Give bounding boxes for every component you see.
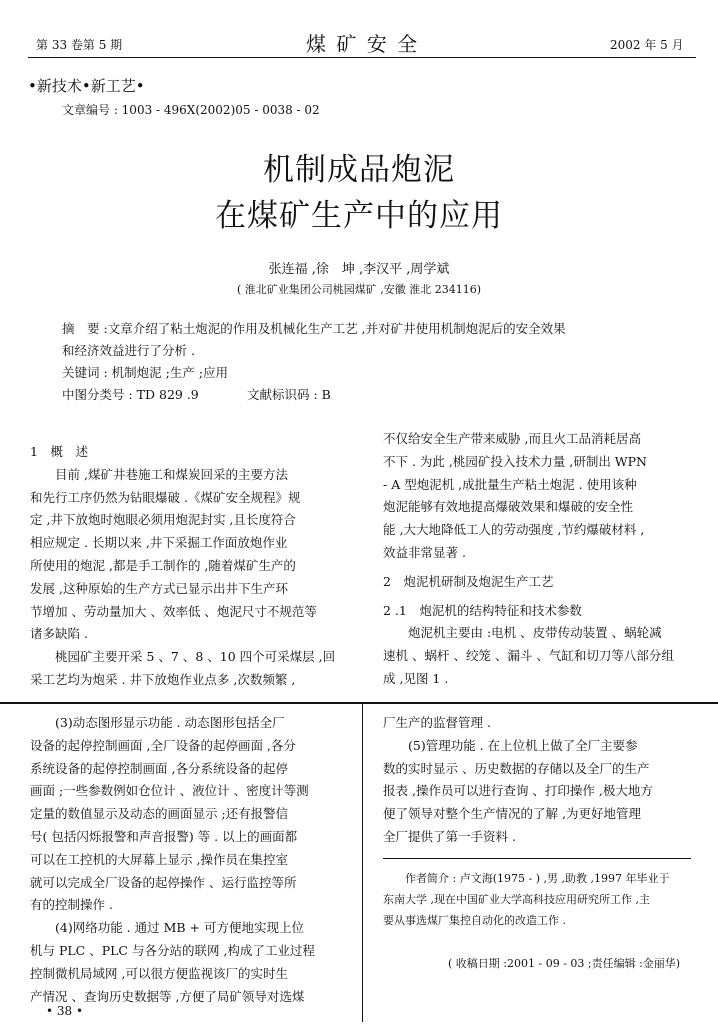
page-number: • 38 •: [46, 1004, 84, 1018]
paragraph-line: 便了领导对整个生产情况的了解 ,为更好地管理: [383, 806, 641, 822]
paragraph-line: 数的实时显示 、历史数据的存储以及全厂的生产: [383, 760, 650, 776]
title-line-2: 在煤矿生产中的应用: [215, 198, 503, 234]
upper-left-column: [30, 441, 340, 692]
paragraph-line: 定 ,井下放炮时炮眼必须用炮泥封实 ,且长度符合: [30, 512, 296, 528]
paragraph-line: 相应规定 . 长期以来 ,井下采掘工作面放炮作业: [30, 535, 288, 551]
paragraph-line: 诸多缺陷 .: [30, 626, 88, 642]
paragraph-line: 所使用的炮泥 ,都是手工制作的 ,随着煤矿生产的: [30, 557, 296, 573]
paragraph-line: 号( 包括闪烁报警和声音报警) 等 . 以上的画面都: [30, 828, 298, 844]
column-tag: •新技术•新工艺•: [28, 77, 145, 95]
paragraph-line: 炮泥能够有效地提高爆破效果和爆破的安全性: [383, 499, 634, 515]
paragraph-line: (3)动态图形显示功能 . 动态图形包括全厂: [55, 715, 285, 730]
keywords: 关键词 : 机制炮泥 ;生产 ;应用: [62, 365, 229, 380]
article-divider: [0, 702, 718, 704]
paragraph-line: 和先行工序仍然为钻眼爆破 .《煤矿安全规程》规: [30, 489, 301, 505]
paragraph-line: 定量的数值显示及动态的画面显示 ;还有报警信: [30, 806, 289, 822]
paragraph-line: 系统设备的起停控制画面 ,各分系统设备的起停: [30, 760, 288, 776]
abstract-line-1: 文章介绍了粘土炮泥的作用及机械化生产工艺 ,并对矿井使用机制炮泥后的安全效果: [107, 321, 566, 336]
paragraph-line: 报表 ,操作员可以进行查询 、打印操作 ,极大地方: [383, 783, 653, 799]
paragraph-line: 产情况 、查询历史数据等 ,方便了局矿领导对选煤: [30, 988, 305, 1004]
paragraph-line: 厂生产的监督管理 .: [383, 715, 491, 730]
paragraph-line: 控制微机局域网 ,可以很方便监视该厂的实时生: [30, 965, 288, 981]
author-note-rule: [383, 858, 691, 859]
title-line-1: 机制成品炮泥: [263, 152, 455, 188]
author-note-line: 东南大学 ,现在中国矿业大学高科技应用研究所工作 ,主: [383, 893, 650, 906]
upper-right-column: [383, 428, 693, 691]
paragraph-line: 有的控制操作 .: [30, 897, 113, 913]
journal-name: 煤 矿 安 全: [306, 32, 420, 56]
paragraph-line: 效益非常显著 .: [383, 544, 466, 560]
abstract: [62, 318, 682, 406]
subsection-2-1-heading: 2 .1 炮泥机的结构特征和技术参数: [383, 602, 582, 618]
publish-date: 2002 年 5 月: [610, 38, 684, 52]
abstract-label: 摘 要 :: [62, 321, 108, 336]
paragraph-line: 画面 ;一些参数例如仓位计 、液位计 、密度计等测: [30, 783, 309, 799]
section-2-heading: 2 炮泥机研制及炮泥生产工艺: [383, 573, 554, 589]
paragraph-line: (5)管理功能 . 在上位机上做了全厂主要参: [408, 737, 638, 753]
lower-right-column: [383, 712, 693, 849]
column-separator: [362, 704, 363, 1022]
paragraph-line: 发展 ,这种原始的生产方式已显示出井下生产环: [30, 580, 288, 596]
header-rule: [28, 57, 696, 58]
paragraph-line: 能 ,大大地降低工人的劳动强度 ,节约爆破材料 ,: [383, 522, 645, 538]
paragraph-line: 炮泥机主要由 :电机 、皮带传动装置 、蜗轮减: [408, 625, 662, 641]
lower-left-column: [30, 712, 340, 1008]
paragraph-line: 目前 ,煤矿井巷施工和煤炭回采的主要方法: [55, 466, 288, 482]
paragraph-line: 就可以完成全厂设备的起停操作 、运行监控等所: [30, 874, 297, 890]
paragraph-line: 成 ,见图 1 .: [383, 670, 449, 686]
article-number: 文章编号 : 1003 - 496X(2002)05 - 0038 - 02: [62, 103, 320, 117]
section-1-heading: 1 概 述: [30, 444, 88, 459]
paragraph-line: 不下 . 为此 ,桃园矿投入技术力量 ,研制出 WPN: [383, 453, 647, 469]
paragraph-line: 节增加 、劳动量加大 、效率低 、炮泥尺寸不规范等: [30, 603, 317, 619]
paragraph-line: 机与 PLC 、PLC 与各分站的联网 ,构成了工业过程: [30, 942, 315, 958]
document-code: 文献标识码 : B: [247, 387, 331, 402]
journal-volume: 第 33 卷第 5 期: [36, 38, 123, 52]
paragraph-line: 不仅给安全生产带来威胁 ,而且火工品消耗居高: [383, 431, 641, 446]
paragraph-line: 桃园矿主要开采 5 、7 、8 、10 四个可采煤层 ,回: [55, 649, 336, 665]
paragraph-line: 采工艺均为炮采 . 井下放炮作业点多 ,次数频繁 ,: [30, 671, 296, 687]
authors: 张连福 ,徐 坤 ,李汉平 ,周学斌: [268, 262, 450, 277]
author-note: [383, 868, 695, 931]
received-date: ( 收稿日期 :2001 - 09 - 03 ;责任编辑 :金丽华): [448, 957, 681, 970]
paragraph-line: 可以在工控机的大屏幕上显示 ,操作员在集控室: [30, 851, 288, 867]
affiliation: ( 淮北矿业集团公司桃园煤矿 ,安徽 淮北 234116): [236, 283, 482, 296]
paragraph-line: (4)网络功能 . 通过 MB + 可方便地实现上位: [55, 920, 305, 936]
clc-number: 中图分类号 : TD 829 .9: [62, 387, 199, 402]
abstract-line-2: 和经济效益进行了分析 .: [62, 343, 195, 358]
paragraph-line: 速机 、蜗杆 、绞笼 、漏斗 、气缸和切刀等八部分组: [383, 648, 674, 664]
paragraph-line: - A 型炮泥机 ,成批量生产粘土炮泥 . 使用该种: [383, 476, 637, 492]
author-note-line: 要从事选煤厂集控自动化的改造工作 .: [383, 914, 566, 927]
paragraph-line: 设备的起停控制画面 ,全厂设备的起停画面 ,各分: [30, 737, 296, 753]
author-note-line: 作者简介 : 卢文海(1975 - ) ,男 ,助教 ,1997 年毕业于: [405, 872, 670, 885]
paragraph-line: 全厂提供了第一手资料 .: [383, 828, 516, 844]
